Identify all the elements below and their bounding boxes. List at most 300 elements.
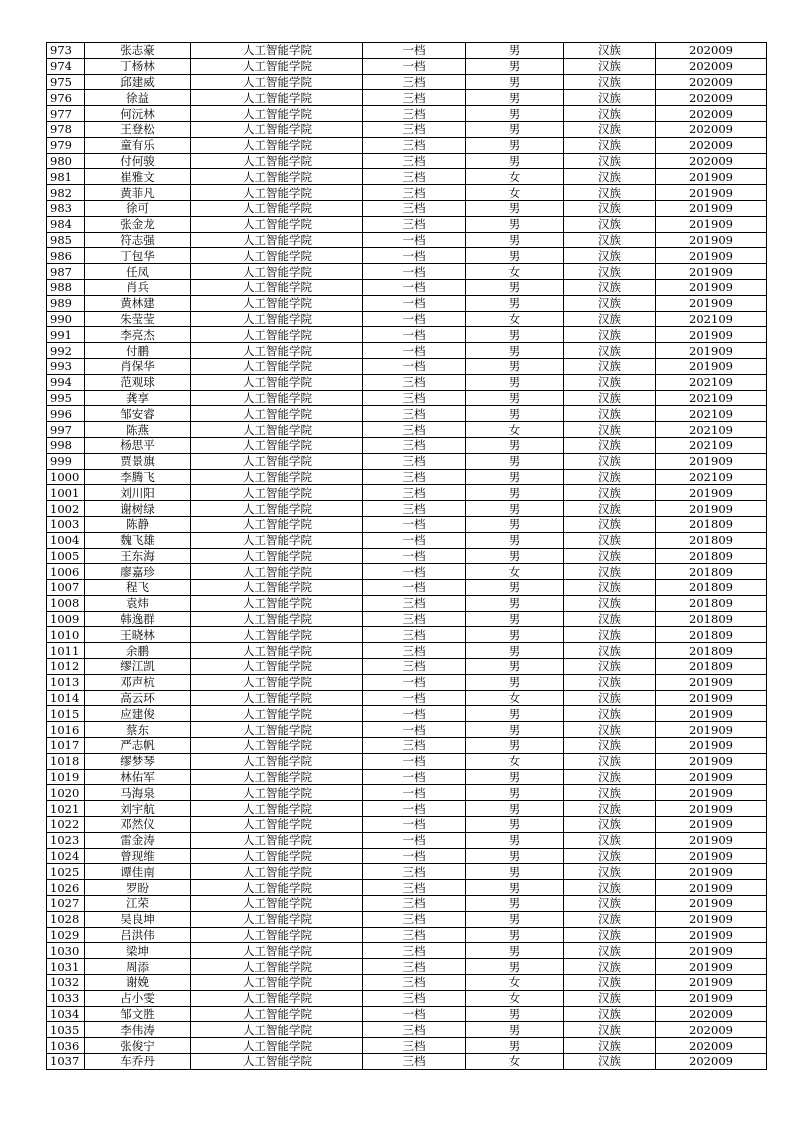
- grant-tier-cell: 三档: [363, 74, 466, 90]
- gender-cell: 男: [466, 121, 564, 137]
- row-number-cell: 1030: [47, 943, 85, 959]
- grant-tier-cell: 三档: [363, 943, 466, 959]
- enrollment-cell: 201909: [656, 911, 767, 927]
- student-name-cell: 肖保华: [85, 358, 191, 374]
- college-cell: 人工智能学院: [191, 548, 363, 564]
- ethnicity-cell: 汉族: [564, 43, 656, 59]
- enrollment-cell: 201909: [656, 769, 767, 785]
- table-row: [47, 753, 767, 769]
- grant-tier-cell: 三档: [363, 990, 466, 1006]
- row-number-cell: 984: [47, 216, 85, 232]
- ethnicity-cell: 汉族: [564, 817, 656, 833]
- enrollment-cell: 201909: [656, 896, 767, 912]
- grant-tier-cell: 三档: [363, 137, 466, 153]
- enrollment-cell: 201909: [656, 975, 767, 991]
- student-name-cell: 王登松: [85, 121, 191, 137]
- table-row: [47, 406, 767, 422]
- college-cell: 人工智能学院: [191, 690, 363, 706]
- row-number-cell: 994: [47, 374, 85, 390]
- ethnicity-cell: 汉族: [564, 169, 656, 185]
- table-row: [47, 279, 767, 295]
- student-name-cell: 林佑军: [85, 769, 191, 785]
- table-row: [47, 990, 767, 1006]
- enrollment-cell: 201909: [656, 485, 767, 501]
- enrollment-cell: 202109: [656, 437, 767, 453]
- enrollment-cell: 201909: [656, 248, 767, 264]
- table-row: [47, 548, 767, 564]
- ethnicity-cell: 汉族: [564, 74, 656, 90]
- row-number-cell: 1009: [47, 611, 85, 627]
- student-name-cell: 罗盼: [85, 880, 191, 896]
- row-number-cell: 979: [47, 137, 85, 153]
- student-name-cell: 付鹏: [85, 343, 191, 359]
- ethnicity-cell: 汉族: [564, 390, 656, 406]
- grant-tier-cell: 三档: [363, 738, 466, 754]
- ethnicity-cell: 汉族: [564, 485, 656, 501]
- row-number-cell: 1025: [47, 864, 85, 880]
- table-row: [47, 785, 767, 801]
- college-cell: 人工智能学院: [191, 896, 363, 912]
- enrollment-cell: 201909: [656, 943, 767, 959]
- row-number-cell: 1006: [47, 564, 85, 580]
- ethnicity-cell: 汉族: [564, 643, 656, 659]
- ethnicity-cell: 汉族: [564, 185, 656, 201]
- college-cell: 人工智能学院: [191, 1006, 363, 1022]
- gender-cell: 男: [466, 216, 564, 232]
- ethnicity-cell: 汉族: [564, 674, 656, 690]
- table-row: [47, 169, 767, 185]
- college-cell: 人工智能学院: [191, 943, 363, 959]
- table-row: [47, 43, 767, 59]
- ethnicity-cell: 汉族: [564, 422, 656, 438]
- table-row: [47, 311, 767, 327]
- ethnicity-cell: 汉族: [564, 848, 656, 864]
- gender-cell: 男: [466, 137, 564, 153]
- gender-cell: 男: [466, 43, 564, 59]
- gender-cell: 男: [466, 785, 564, 801]
- table-row: [47, 327, 767, 343]
- student-name-cell: 缪江凯: [85, 659, 191, 675]
- college-cell: 人工智能学院: [191, 232, 363, 248]
- student-roster-table: [46, 42, 767, 1070]
- student-name-cell: 丁杨林: [85, 58, 191, 74]
- gender-cell: 男: [466, 896, 564, 912]
- enrollment-cell: 202009: [656, 1054, 767, 1070]
- student-name-cell: 雷金涛: [85, 832, 191, 848]
- ethnicity-cell: 汉族: [564, 722, 656, 738]
- gender-cell: 男: [466, 469, 564, 485]
- enrollment-cell: 201909: [656, 990, 767, 1006]
- table-row: [47, 896, 767, 912]
- enrollment-cell: 201809: [656, 643, 767, 659]
- college-cell: 人工智能学院: [191, 469, 363, 485]
- student-name-cell: 高云环: [85, 690, 191, 706]
- college-cell: 人工智能学院: [191, 975, 363, 991]
- grant-tier-cell: 一档: [363, 295, 466, 311]
- table-row: [47, 295, 767, 311]
- college-cell: 人工智能学院: [191, 501, 363, 517]
- row-number-cell: 1013: [47, 674, 85, 690]
- row-number-cell: 973: [47, 43, 85, 59]
- ethnicity-cell: 汉族: [564, 216, 656, 232]
- grant-tier-cell: 三档: [363, 611, 466, 627]
- row-number-cell: 988: [47, 279, 85, 295]
- table-row: [47, 817, 767, 833]
- ethnicity-cell: 汉族: [564, 943, 656, 959]
- ethnicity-cell: 汉族: [564, 358, 656, 374]
- row-number-cell: 1032: [47, 975, 85, 991]
- gender-cell: 男: [466, 374, 564, 390]
- college-cell: 人工智能学院: [191, 216, 363, 232]
- student-name-cell: 程飞: [85, 580, 191, 596]
- gender-cell: 男: [466, 153, 564, 169]
- student-name-cell: 李腾飞: [85, 469, 191, 485]
- gender-cell: 男: [466, 911, 564, 927]
- ethnicity-cell: 汉族: [564, 406, 656, 422]
- table-row: [47, 564, 767, 580]
- ethnicity-cell: 汉族: [564, 769, 656, 785]
- ethnicity-cell: 汉族: [564, 469, 656, 485]
- college-cell: 人工智能学院: [191, 279, 363, 295]
- ethnicity-cell: 汉族: [564, 1054, 656, 1070]
- row-number-cell: 1017: [47, 738, 85, 754]
- row-number-cell: 1028: [47, 911, 85, 927]
- enrollment-cell: 201909: [656, 343, 767, 359]
- gender-cell: 男: [466, 943, 564, 959]
- student-name-cell: 谢娩: [85, 975, 191, 991]
- gender-cell: 男: [466, 627, 564, 643]
- student-name-cell: 陈燕: [85, 422, 191, 438]
- college-cell: 人工智能学院: [191, 200, 363, 216]
- gender-cell: 女: [466, 422, 564, 438]
- grant-tier-cell: 三档: [363, 469, 466, 485]
- grant-tier-cell: 一档: [363, 248, 466, 264]
- college-cell: 人工智能学院: [191, 864, 363, 880]
- row-number-cell: 982: [47, 185, 85, 201]
- student-name-cell: 张金龙: [85, 216, 191, 232]
- enrollment-cell: 201909: [656, 327, 767, 343]
- table-row: [47, 911, 767, 927]
- row-number-cell: 1027: [47, 896, 85, 912]
- grant-tier-cell: 三档: [363, 216, 466, 232]
- table-row: [47, 738, 767, 754]
- table-row: [47, 343, 767, 359]
- college-cell: 人工智能学院: [191, 327, 363, 343]
- ethnicity-cell: 汉族: [564, 58, 656, 74]
- student-name-cell: 邱建威: [85, 74, 191, 90]
- college-cell: 人工智能学院: [191, 248, 363, 264]
- student-name-cell: 袁炜: [85, 595, 191, 611]
- gender-cell: 男: [466, 74, 564, 90]
- college-cell: 人工智能学院: [191, 738, 363, 754]
- row-number-cell: 977: [47, 106, 85, 122]
- grant-tier-cell: 三档: [363, 927, 466, 943]
- table-row: [47, 248, 767, 264]
- ethnicity-cell: 汉族: [564, 90, 656, 106]
- ethnicity-cell: 汉族: [564, 785, 656, 801]
- enrollment-cell: 201809: [656, 564, 767, 580]
- table-row: [47, 1022, 767, 1038]
- enrollment-cell: 201909: [656, 501, 767, 517]
- table-row: [47, 216, 767, 232]
- college-cell: 人工智能学院: [191, 153, 363, 169]
- college-cell: 人工智能学院: [191, 848, 363, 864]
- enrollment-cell: 202009: [656, 137, 767, 153]
- student-name-cell: 李亮杰: [85, 327, 191, 343]
- ethnicity-cell: 汉族: [564, 990, 656, 1006]
- college-cell: 人工智能学院: [191, 106, 363, 122]
- row-number-cell: 1012: [47, 659, 85, 675]
- ethnicity-cell: 汉族: [564, 611, 656, 627]
- enrollment-cell: 202009: [656, 1038, 767, 1054]
- student-name-cell: 刘宇航: [85, 801, 191, 817]
- enrollment-cell: 201909: [656, 959, 767, 975]
- row-number-cell: 980: [47, 153, 85, 169]
- college-cell: 人工智能学院: [191, 990, 363, 1006]
- gender-cell: 男: [466, 232, 564, 248]
- college-cell: 人工智能学院: [191, 311, 363, 327]
- student-name-cell: 余鹏: [85, 643, 191, 659]
- grant-tier-cell: 三档: [363, 880, 466, 896]
- table-row: [47, 643, 767, 659]
- ethnicity-cell: 汉族: [564, 501, 656, 517]
- row-number-cell: 1036: [47, 1038, 85, 1054]
- enrollment-cell: 201909: [656, 738, 767, 754]
- row-number-cell: 1020: [47, 785, 85, 801]
- enrollment-cell: 201909: [656, 674, 767, 690]
- gender-cell: 男: [466, 106, 564, 122]
- gender-cell: 男: [466, 580, 564, 596]
- table-row: [47, 485, 767, 501]
- enrollment-cell: 202009: [656, 1006, 767, 1022]
- gender-cell: 女: [466, 1054, 564, 1070]
- grant-tier-cell: 一档: [363, 690, 466, 706]
- gender-cell: 男: [466, 706, 564, 722]
- grant-tier-cell: 一档: [363, 848, 466, 864]
- grant-tier-cell: 三档: [363, 121, 466, 137]
- enrollment-cell: 201909: [656, 927, 767, 943]
- enrollment-cell: 201909: [656, 295, 767, 311]
- ethnicity-cell: 汉族: [564, 153, 656, 169]
- enrollment-cell: 201909: [656, 832, 767, 848]
- gender-cell: 男: [466, 1006, 564, 1022]
- table-row: [47, 469, 767, 485]
- student-name-cell: 何沅林: [85, 106, 191, 122]
- grant-tier-cell: 三档: [363, 437, 466, 453]
- table-row: [47, 200, 767, 216]
- row-number-cell: 996: [47, 406, 85, 422]
- gender-cell: 男: [466, 248, 564, 264]
- enrollment-cell: 201909: [656, 722, 767, 738]
- enrollment-cell: 201809: [656, 516, 767, 532]
- grant-tier-cell: 三档: [363, 643, 466, 659]
- row-number-cell: 1014: [47, 690, 85, 706]
- gender-cell: 男: [466, 880, 564, 896]
- gender-cell: 女: [466, 990, 564, 1006]
- gender-cell: 男: [466, 327, 564, 343]
- student-name-cell: 王晓林: [85, 627, 191, 643]
- gender-cell: 男: [466, 453, 564, 469]
- ethnicity-cell: 汉族: [564, 232, 656, 248]
- row-number-cell: 1035: [47, 1022, 85, 1038]
- grant-tier-cell: 一档: [363, 1006, 466, 1022]
- ethnicity-cell: 汉族: [564, 706, 656, 722]
- college-cell: 人工智能学院: [191, 753, 363, 769]
- gender-cell: 男: [466, 532, 564, 548]
- ethnicity-cell: 汉族: [564, 911, 656, 927]
- ethnicity-cell: 汉族: [564, 1022, 656, 1038]
- grant-tier-cell: 一档: [363, 564, 466, 580]
- table-row: [47, 864, 767, 880]
- row-number-cell: 1000: [47, 469, 85, 485]
- gender-cell: 男: [466, 864, 564, 880]
- table-row: [47, 501, 767, 517]
- college-cell: 人工智能学院: [191, 1038, 363, 1054]
- row-number-cell: 1003: [47, 516, 85, 532]
- row-number-cell: 1002: [47, 501, 85, 517]
- row-number-cell: 1007: [47, 580, 85, 596]
- enrollment-cell: 201809: [656, 627, 767, 643]
- grant-tier-cell: 一档: [363, 706, 466, 722]
- grant-tier-cell: 三档: [363, 106, 466, 122]
- student-name-cell: 占小雯: [85, 990, 191, 1006]
- gender-cell: 女: [466, 264, 564, 280]
- grant-tier-cell: 三档: [363, 1038, 466, 1054]
- gender-cell: 男: [466, 358, 564, 374]
- enrollment-cell: 201909: [656, 358, 767, 374]
- grant-tier-cell: 三档: [363, 406, 466, 422]
- row-number-cell: 974: [47, 58, 85, 74]
- ethnicity-cell: 汉族: [564, 343, 656, 359]
- college-cell: 人工智能学院: [191, 1022, 363, 1038]
- student-name-cell: 周添: [85, 959, 191, 975]
- row-number-cell: 1033: [47, 990, 85, 1006]
- ethnicity-cell: 汉族: [564, 374, 656, 390]
- grant-tier-cell: 一档: [363, 817, 466, 833]
- table-row: [47, 153, 767, 169]
- enrollment-cell: 202109: [656, 374, 767, 390]
- gender-cell: 男: [466, 485, 564, 501]
- row-number-cell: 1034: [47, 1006, 85, 1022]
- row-number-cell: 1031: [47, 959, 85, 975]
- row-number-cell: 1037: [47, 1054, 85, 1070]
- gender-cell: 男: [466, 611, 564, 627]
- enrollment-cell: 201809: [656, 659, 767, 675]
- enrollment-cell: 202009: [656, 121, 767, 137]
- student-name-cell: 吴良坤: [85, 911, 191, 927]
- college-cell: 人工智能学院: [191, 595, 363, 611]
- student-name-cell: 任凤: [85, 264, 191, 280]
- table-row: [47, 232, 767, 248]
- enrollment-cell: 202109: [656, 390, 767, 406]
- college-cell: 人工智能学院: [191, 390, 363, 406]
- college-cell: 人工智能学院: [191, 674, 363, 690]
- college-cell: 人工智能学院: [191, 358, 363, 374]
- table-row: [47, 959, 767, 975]
- ethnicity-cell: 汉族: [564, 880, 656, 896]
- enrollment-cell: 201809: [656, 611, 767, 627]
- student-name-cell: 张志豪: [85, 43, 191, 59]
- gender-cell: 男: [466, 437, 564, 453]
- enrollment-cell: 202009: [656, 90, 767, 106]
- row-number-cell: 1016: [47, 722, 85, 738]
- ethnicity-cell: 汉族: [564, 1006, 656, 1022]
- grant-tier-cell: 三档: [363, 959, 466, 975]
- student-name-cell: 魏飞雄: [85, 532, 191, 548]
- table-row: [47, 1006, 767, 1022]
- student-name-cell: 应建俊: [85, 706, 191, 722]
- college-cell: 人工智能学院: [191, 422, 363, 438]
- grant-tier-cell: 三档: [363, 169, 466, 185]
- grant-tier-cell: 一档: [363, 580, 466, 596]
- ethnicity-cell: 汉族: [564, 896, 656, 912]
- table-row: [47, 690, 767, 706]
- gender-cell: 男: [466, 90, 564, 106]
- college-cell: 人工智能学院: [191, 1054, 363, 1070]
- table-row: [47, 516, 767, 532]
- student-name-cell: 徐可: [85, 200, 191, 216]
- ethnicity-cell: 汉族: [564, 437, 656, 453]
- grant-tier-cell: 一档: [363, 311, 466, 327]
- gender-cell: 男: [466, 817, 564, 833]
- grant-tier-cell: 三档: [363, 659, 466, 675]
- grant-tier-cell: 一档: [363, 358, 466, 374]
- college-cell: 人工智能学院: [191, 611, 363, 627]
- college-cell: 人工智能学院: [191, 169, 363, 185]
- grant-tier-cell: 一档: [363, 785, 466, 801]
- ethnicity-cell: 汉族: [564, 532, 656, 548]
- enrollment-cell: 201909: [656, 817, 767, 833]
- college-cell: 人工智能学院: [191, 74, 363, 90]
- ethnicity-cell: 汉族: [564, 627, 656, 643]
- grant-tier-cell: 三档: [363, 1054, 466, 1070]
- student-name-cell: 邓然仪: [85, 817, 191, 833]
- student-name-cell: 王东海: [85, 548, 191, 564]
- row-number-cell: 999: [47, 453, 85, 469]
- college-cell: 人工智能学院: [191, 643, 363, 659]
- student-name-cell: 江荣: [85, 896, 191, 912]
- ethnicity-cell: 汉族: [564, 327, 656, 343]
- row-number-cell: 995: [47, 390, 85, 406]
- table-row: [47, 58, 767, 74]
- grant-tier-cell: 三档: [363, 1022, 466, 1038]
- row-number-cell: 978: [47, 121, 85, 137]
- ethnicity-cell: 汉族: [564, 453, 656, 469]
- ethnicity-cell: 汉族: [564, 595, 656, 611]
- table-row: [47, 580, 767, 596]
- gender-cell: 男: [466, 722, 564, 738]
- enrollment-cell: 201909: [656, 453, 767, 469]
- table-row: [47, 927, 767, 943]
- row-number-cell: 991: [47, 327, 85, 343]
- row-number-cell: 990: [47, 311, 85, 327]
- row-number-cell: 1029: [47, 927, 85, 943]
- ethnicity-cell: 汉族: [564, 137, 656, 153]
- table-row: [47, 374, 767, 390]
- grant-tier-cell: 一档: [363, 532, 466, 548]
- student-name-cell: 刘川阳: [85, 485, 191, 501]
- row-number-cell: 986: [47, 248, 85, 264]
- table-row: [47, 453, 767, 469]
- gender-cell: 男: [466, 516, 564, 532]
- grant-tier-cell: 三档: [363, 595, 466, 611]
- grant-tier-cell: 一档: [363, 548, 466, 564]
- ethnicity-cell: 汉族: [564, 200, 656, 216]
- enrollment-cell: 201909: [656, 216, 767, 232]
- enrollment-cell: 202109: [656, 469, 767, 485]
- student-name-cell: 车乔丹: [85, 1054, 191, 1070]
- enrollment-cell: 202009: [656, 153, 767, 169]
